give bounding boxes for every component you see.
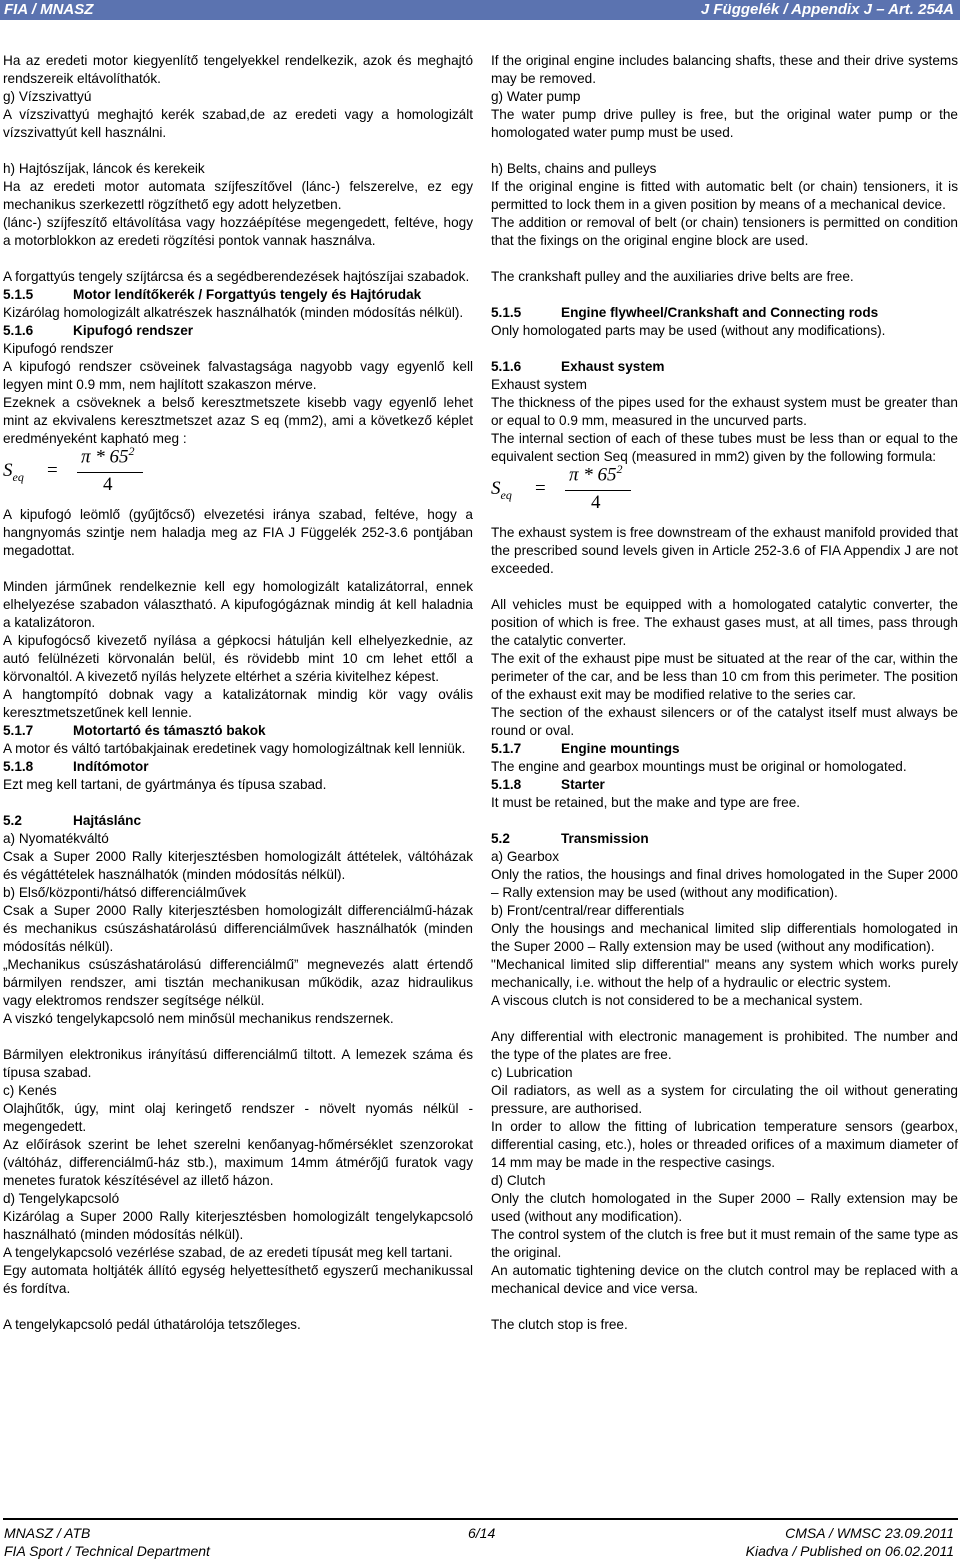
paragraph: A kipufogócső kivezető nyílása a gépkocsi hátulján kell elhelyezkednie, az autó felülnézeti körvonalán belül, és rövidebb mint 10 cm lehet ettől a körvonaltól. A kivezető nyílás helyzete eltérhet a széria kivitelhez képest. [3,633,473,684]
paragraph: Minden járműnek rendelkeznie kell egy homologizált katalizátorral, ennek elhelyezése szabadon választható. A kipufogógáznak mindig át kell haladnia a katalizátoron. [3,579,473,630]
paragraph: A viscous clutch is not considered to be a mechanical system. [491,993,863,1008]
paragraph: Exhaust system [491,377,587,392]
paragraph: Egy automata holtjáték állító egység helyettesíthető egyszerű mechanikussal és fordítva. [3,1263,473,1296]
paragraph: An automatic tightening device on the clutch control may be replaced with a mechanical device and vice versa. [491,1263,958,1296]
section-heading: 5.1.7 Motortartó és támasztó bakok [3,723,266,738]
paragraph: b) Front/central/rear differentials [491,903,685,918]
paragraph: The control system of the clutch is free but it must remain of the same type as the original. [491,1227,958,1260]
paragraph: If the original engine is fitted with automatic belt (or chain) tensioners, it is permitted to lock them in a given position by means of a mechanical device. [491,179,958,212]
paragraph: Olajhűtők, úgy, mint olaj keringető rendszer - növelt nyomás nélkül - megengedett. [3,1101,473,1134]
paragraph: Ezt meg kell tartani, de gyártmánya és típusa szabad. [3,777,327,792]
section-heading: 5.2 Transmission [491,831,649,846]
section-heading: 5.1.7 Engine mountings [491,741,680,756]
paragraph: Oil radiators, as well as a system for circulating the oil without generating pressure, are authorised. [491,1083,958,1116]
paragraph: A hangtompító dobnak vagy a katalizátornak mindig kör vagy ovális keresztmetszetűnek kell lennie. [3,687,473,720]
paragraph: Az előírások szerint be lehet szerelni kenőanyag-hőmérséklet szenzorokat (váltóház, differenciálmű-ház stb.), maximum 14mm átmérőjű furatok vagy menetes furatok készítésével az illető házon. [3,1137,473,1188]
page-number: 6/14 [468,1525,496,1541]
footer-left-2: FIA Sport / Technical Department [4,1543,210,1559]
paragraph: a) Nyomatékváltó [3,831,109,846]
paragraph: g) Vízszivattyú [3,89,92,104]
paragraph: If the original engine includes balancing shafts, these and their drive systems may be removed. [491,53,958,86]
paragraph: Kipufogó rendszer [3,341,114,356]
paragraph: c) Kenés [3,1083,57,1098]
paragraph: The clutch stop is free. [491,1317,628,1332]
paragraph: Only homologated parts may be used (without any modifications). [491,323,886,338]
footer-right-1: CMSA / WMSC 23.09.2011 [785,1525,954,1541]
paragraph: All vehicles must be equipped with a homologated catalytic converter, the position of which is free. The exhaust gases must, at all times, pass through the catalytic converter. [491,597,958,648]
paragraph: The internal section of each of these tubes must be less than or equal to the equivalent section Seq (measured in mm2) given by the following formula: [491,431,958,464]
paragraph: h) Belts, chains and pulleys [491,161,657,176]
paragraph: Only the clutch homologated in the Super 2000 – Rally extension may be used (without any modification). [491,1191,958,1224]
header-left: FIA / MNASZ [4,1,94,18]
paragraph: Csak a Super 2000 Rally kiterjesztésben homologizált differenciálmű-házak és mechanikus csúszáshatárolású differenciálművek használhatók (minden módosítás nélkül). [3,903,473,954]
paragraph: A kipufogó leömlő (gyűjtőcső) elvezetési iránya szabad, feltéve, hogy a hangnyomás szintje nem haladja meg az FIA J Függelék 252-3.6 pontjában megadottat. [3,507,473,558]
section-heading: 5.1.8 Indítómotor [3,759,149,774]
paragraph: A kipufogó rendszer csöveinek falvastagsága nagyobb vagy egyenlő kell legyen mint 0.9 mm, nem hajlított szakaszon mérve. [3,359,473,392]
section-heading: 5.2 Hajtáslánc [3,813,142,828]
paragraph: d) Clutch [491,1173,546,1188]
paragraph: A vízszivattyú meghajtó kerék szabad,de az eredeti vagy a homologizált vízszivattyút kell használni. [3,107,473,140]
paragraph: A viszkó tengelykapcsoló nem minősül mechanikus rendszernek. [3,1011,394,1026]
paragraph: a) Gearbox [491,849,560,864]
paragraph: A motor és váltó tartóbakjainak eredetinek vagy homologizáltnak kell lenniük. [3,741,466,756]
column-english [491,52,958,1334]
header-right: J Függelék / Appendix J – Art. 254A [700,1,954,18]
paragraph: Only the ratios, the housings and final drives homologated in the Super 2000 – Rally extension may be used (without any modification). [491,867,958,900]
paragraph: Kizárólag homologizált alkatrészek használhatók (minden módosítás nélkül). [3,305,464,320]
section-heading: 5.1.6 Kipufogó rendszer [3,323,194,338]
paragraph: h) Hajtószíjak, láncok és kerekeik [3,161,205,176]
paragraph: Any differential with electronic management is prohibited. The number and the type of the plates are free. [491,1029,958,1062]
paragraph: Only the housings and mechanical limited slip differentials homologated in the Super 2000 – Rally extension may be used (without any modification). [491,921,958,954]
paragraph: The engine and gearbox mountings must be original or homologated. [491,759,907,774]
paragraph: The thickness of the pipes used for the exhaust system must be greater than or equal to 0.9 mm, measured in the uncurved parts. [491,395,958,428]
paragraph: d) Tengelykapcsoló [3,1191,120,1206]
column-hungarian [3,52,473,1334]
paragraph: Kizárólag a Super 2000 Rally kiterjesztésben homologizált tengelykapcsoló használható (minden módosítás nélkül). [3,1209,473,1242]
paragraph: Ha az eredeti motor automata szíjfeszítővel (lánc-) felszerelve, ez egy mechanikus szerkezettl rögzíthető egy adott helyzetben. [3,179,473,212]
paragraph: The exhaust system is free downstream of the exhaust manifold provided that the prescribed sound levels given in Article 252-3.6 of FIA Appendix J are not exceeded. [491,525,958,576]
paragraph: Csak a Super 2000 Rally kiterjesztésben homologizált áttételek, váltóházak és végáttételek használhatók (minden módosítás nélkül). [3,849,473,882]
paragraph: „Mechanikus csúszáshatárolású differenciálmű” megnevezés alatt értendő bármilyen rendszer, ami tisztán mechanikusan működik, azaz hidraulikus vagy elektromos rendszer segítsége nélkül. [3,957,473,1008]
paragraph: Ha az eredeti motor kiegyenlítő tengelyekkel rendelkezik, azok és meghajtó rendszereik eltávolíthatók. [3,53,473,86]
section-heading: 5.1.8 Starter [491,777,605,792]
formula: $S_{eq}$ = π * $65^2$ 4 [491,466,958,524]
formula: $S_{eq}$ = π * $65^2$ 4 [3,448,473,506]
footer-left-1: MNASZ / ATB [4,1525,91,1541]
paragraph: Bármilyen elektronikus irányítású differenciálmű tiltott. A lemezek száma és típusa szabad. [3,1047,473,1080]
paragraph: A tengelykapcsoló pedál úthatárolója tetszőleges. [3,1317,301,1332]
section-heading: 5.1.5 Motor lendítőkerék / Forgattyús tengely és Hajtórudak [3,287,422,302]
footer-right-2: Kiadva / Published on 06.02.2011 [745,1543,954,1559]
paragraph: In order to allow the fitting of lubrication temperature sensors (gearbox, differential casing, etc.), holes or threaded orifices of a maximum diameter of 14 mm may be made in the respective casings. [491,1119,958,1170]
paragraph: The water pump drive pulley is free, but the original water pump or the homologated water pump must be used. [491,107,958,140]
section-heading: 5.1.5 Engine flywheel/Crankshaft and Connecting rods [491,305,879,320]
paragraph: c) Lubrication [491,1065,573,1080]
paragraph: The addition or removal of belt (or chain) tensioners is permitted on condition that the fixings on the original engine block are used. [491,215,958,248]
paragraph: "Mechanical limited slip differential" means any system which works purely mechanically, i.e. without the help of a hydraulic or electric system. [491,957,958,990]
paragraph: The crankshaft pulley and the auxiliaries drive belts are free. [491,269,854,284]
paragraph: g) Water pump [491,89,581,104]
paragraph: b) Első/központi/hátsó differenciálművek [3,885,247,900]
footer-rule [3,1518,958,1520]
section-heading: 5.1.6 Exhaust system [491,359,665,374]
page-header [0,0,960,20]
paragraph: Ezeknek a csöveknek a belső keresztmetszete kisebb vagy egyenlő lehet mint az ekvivalens keresztmetszet azaz S eq (mm2), ami a következő képlet eredményeként kapható meg : [3,395,473,446]
paragraph: (lánc-) szíjfeszítő eltávolítása vagy hozzáépítése megengedett, feltéve, hogy a motorblokkon az eredeti rögzítési pontok vannak használva. [3,215,473,248]
paragraph: It must be retained, but the make and type are free. [491,795,801,810]
paragraph: The exit of the exhaust pipe must be situated at the rear of the car, within the perimeter of the car, and be less than 10 cm from this perimeter. The position of the exhaust exit may be modified relative to the series car. [491,651,958,702]
paragraph: A tengelykapcsoló vezérlése szabad, de az eredeti típusát meg kell tartani. [3,1245,453,1260]
paragraph: The section of the exhaust silencers or of the catalyst itself must always be round or oval. [491,705,958,738]
paragraph: A forgattyús tengely szíjtárcsa és a segédberendezések hajtószíjai szabadok. [3,269,470,284]
